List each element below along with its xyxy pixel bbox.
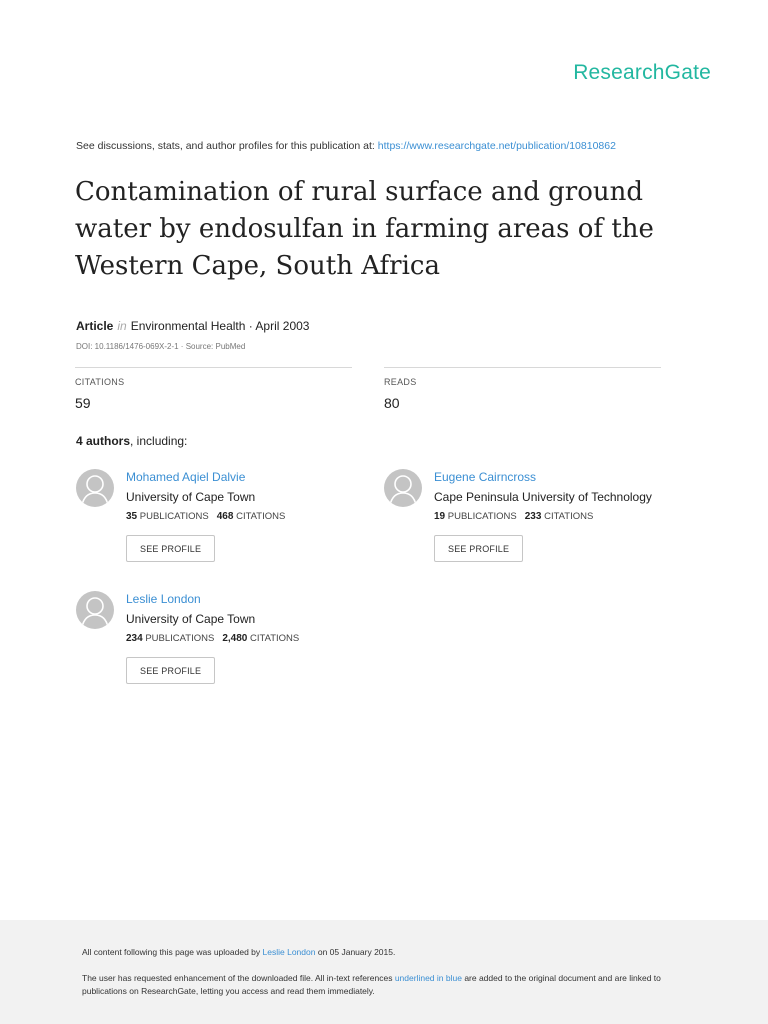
author-name-link[interactable]: Mohamed Aqiel Dalvie	[126, 470, 246, 484]
publication-meta	[76, 319, 309, 333]
author-stats	[126, 633, 366, 644]
author-institution: University of Cape Town	[126, 490, 256, 504]
publications-label: PUBLICATIONS	[447, 511, 517, 522]
author-publications-count: 35	[126, 511, 138, 522]
author-citations-count: 468	[216, 511, 234, 522]
citations-value: 59	[75, 395, 91, 411]
publication-title: Contamination of rural surface and ground water by endosulfan in farming areas of the Western Cape, South Africa	[75, 177, 654, 281]
note-prefix: The user has requested enhancement of the downloaded file. All in-text references	[82, 973, 393, 983]
doi-source: DOI: 10.1186/1476-069X-2-1 · Source: PubMed	[76, 342, 246, 351]
publication-type: Article	[76, 319, 114, 333]
publications-label: PUBLICATIONS	[145, 633, 215, 644]
in-word: in	[117, 319, 127, 333]
citations-stat	[75, 367, 352, 411]
citations-label: CITATIONS	[249, 633, 300, 644]
authors-suffix: , including:	[130, 434, 188, 448]
footer	[0, 920, 768, 1024]
see-discussions-line	[76, 140, 616, 152]
author-citations-count: 233	[524, 511, 542, 522]
author-info	[126, 469, 366, 562]
author-stats	[126, 511, 366, 522]
author-publications-count: 234	[126, 633, 143, 644]
author-institution: University of Cape Town	[126, 612, 256, 626]
user-silhouette-icon[interactable]	[76, 591, 114, 629]
author-name-link[interactable]: Eugene Cairncross	[434, 470, 537, 484]
see-discussions-text: See discussions, stats, and author profiles for this publication at:	[76, 140, 375, 152]
citations-label: CITATIONS	[544, 511, 594, 522]
upload-note	[82, 947, 395, 957]
see-profile-button[interactable]: SEE PROFILE	[126, 535, 215, 562]
publications-label: PUBLICATIONS	[139, 511, 209, 522]
uploader-link[interactable]: Leslie London	[262, 947, 316, 957]
citations-label: CITATIONS	[236, 511, 286, 522]
user-silhouette-icon[interactable]	[76, 469, 114, 507]
reads-label: READS	[384, 377, 417, 387]
see-profile-button[interactable]: SEE PROFILE	[434, 535, 523, 562]
researchgate-logo[interactable]: ResearchGate	[573, 61, 711, 84]
author-info	[126, 591, 366, 684]
underlined-in-blue-link: underlined in blue	[394, 973, 462, 983]
author-publications-count: 19	[434, 511, 446, 522]
user-silhouette-icon[interactable]	[384, 469, 422, 507]
author-name-link[interactable]: Leslie London	[126, 592, 201, 606]
author-institution: Cape Peninsula University of Technology	[434, 490, 652, 504]
journal-date: Environmental Health · April 2003	[130, 319, 310, 333]
reads-stat	[384, 367, 661, 411]
author-stats	[434, 511, 714, 522]
author-info	[434, 469, 714, 562]
publication-url-link[interactable]: https://www.researchgate.net/publication/10810862	[377, 140, 616, 152]
upload-prefix: All content following this page was uploaded by	[82, 947, 261, 957]
upload-suffix: on 05 January 2015.	[317, 947, 396, 957]
reads-value: 80	[384, 395, 400, 411]
see-profile-button[interactable]: SEE PROFILE	[126, 657, 215, 684]
authors-heading	[76, 434, 187, 448]
note-suffix: are added to the original document and are linked to publications on ResearchGate, letting you access and read them immediately.	[82, 973, 661, 996]
enhancement-note	[82, 972, 682, 998]
citations-label: CITATIONS	[75, 377, 125, 387]
authors-count: 4 authors	[76, 434, 131, 448]
author-citations-count: 2,480	[222, 633, 248, 644]
